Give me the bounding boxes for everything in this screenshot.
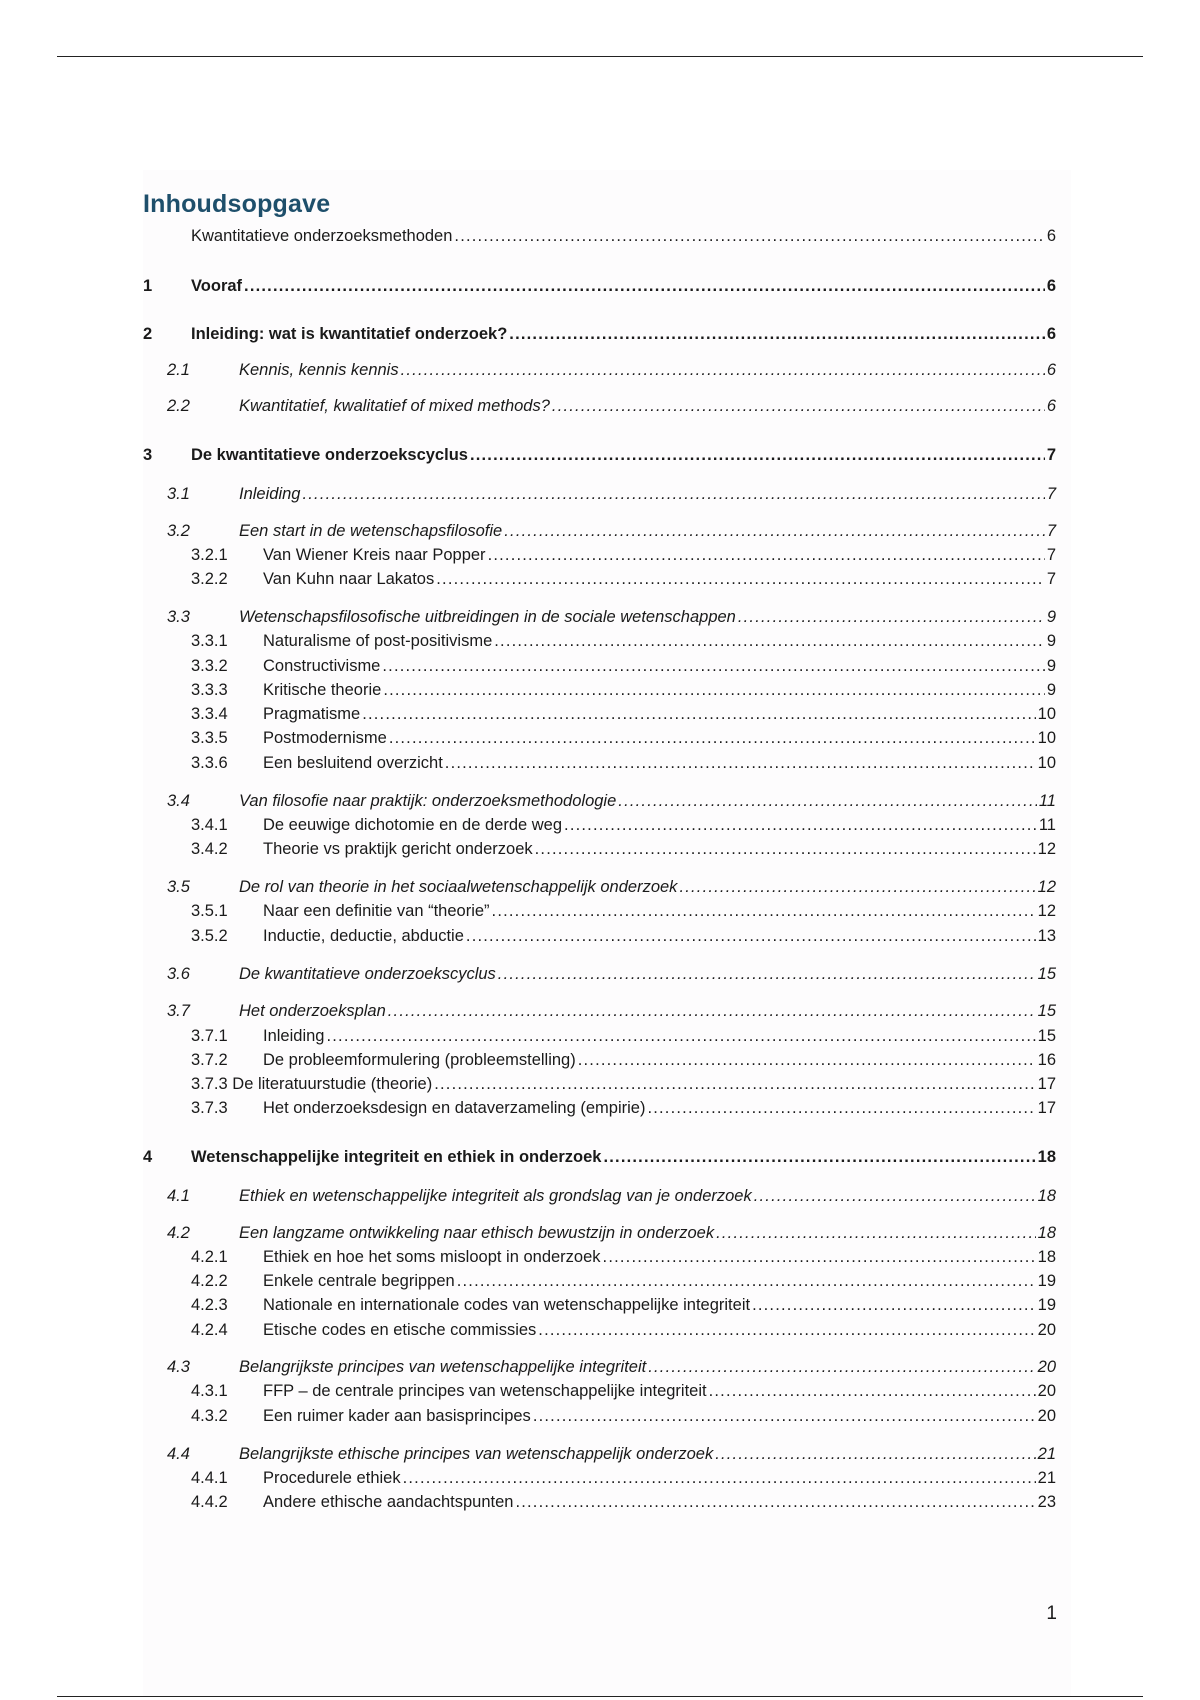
toc-entry-title: Van Kuhn naar Lakatos bbox=[263, 570, 435, 588]
toc-entry[interactable] bbox=[191, 1245, 1056, 1269]
toc-entry-title: Belangrijkste ethische principes van wetenschappelijk onderzoek bbox=[239, 1445, 714, 1463]
toc-entry-page: 13 bbox=[1037, 927, 1056, 945]
toc-entry-page: 9 bbox=[1046, 608, 1056, 626]
toc-entry-page: 15 bbox=[1037, 1002, 1056, 1020]
toc-entry-number: 4.1 bbox=[167, 1187, 190, 1205]
toc-entry[interactable] bbox=[167, 789, 1056, 813]
toc-entry[interactable] bbox=[191, 1379, 1056, 1403]
toc-entry-page: 20 bbox=[1037, 1358, 1056, 1376]
toc-entry-page: 21 bbox=[1037, 1445, 1056, 1463]
toc-entry-title: Van Wiener Kreis naar Popper bbox=[263, 546, 486, 564]
toc-entry-title: Van filosofie naar praktijk: onderzoeksmethodologie bbox=[239, 792, 617, 810]
toc-entry-title: Procedurele ethiek bbox=[263, 1469, 401, 1487]
toc-entry-number: 3.3.4 bbox=[191, 705, 228, 723]
toc-entry[interactable] bbox=[191, 1072, 1056, 1096]
dot-leader bbox=[470, 443, 1045, 467]
toc-entry-number: 2.2 bbox=[167, 397, 190, 415]
toc-entry-title: Inleiding: wat is kwantitatief onderzoek? bbox=[191, 325, 508, 343]
dot-leader bbox=[388, 999, 1036, 1023]
dot-leader bbox=[362, 702, 1035, 726]
toc-entry-title: Ethiek en hoe het soms misloopt in onderzoek bbox=[263, 1248, 601, 1266]
toc-entry[interactable] bbox=[167, 1184, 1056, 1208]
toc-entry[interactable] bbox=[167, 999, 1056, 1023]
toc-entry-title: Andere ethische aandachtspunten bbox=[263, 1493, 514, 1511]
toc-entry-title: FFP – de centrale principes van wetenschappelijke integriteit bbox=[263, 1382, 707, 1400]
toc-entry-number: 3.3.3 bbox=[191, 681, 228, 699]
toc-entry[interactable] bbox=[167, 394, 1056, 418]
toc-entry-number: 4.4 bbox=[167, 1445, 190, 1463]
toc-entry[interactable] bbox=[191, 1490, 1056, 1514]
toc-entry[interactable] bbox=[191, 1269, 1056, 1293]
toc-entry-number: 4.4.1 bbox=[191, 1469, 228, 1487]
dot-leader bbox=[403, 1466, 1036, 1490]
dot-leader bbox=[618, 789, 1037, 813]
dot-leader bbox=[679, 875, 1035, 899]
toc-entry-number: 3.7.3 bbox=[191, 1099, 228, 1117]
toc-entry-page: 20 bbox=[1037, 1407, 1056, 1425]
toc-entry-page: 19 bbox=[1037, 1296, 1056, 1314]
toc-entry[interactable] bbox=[167, 962, 1056, 986]
toc-entry-title: De kwantitatieve onderzoekscyclus bbox=[239, 965, 496, 983]
dot-leader bbox=[492, 899, 1036, 923]
toc-entry-number: 3.3.5 bbox=[191, 729, 228, 747]
toc-entry-title: De probleemformulering (probleemstelling) bbox=[263, 1051, 576, 1069]
dot-leader bbox=[436, 567, 1045, 591]
toc-entry-title: Inductie, deductie, abductie bbox=[263, 927, 464, 945]
toc-entry[interactable] bbox=[167, 1221, 1056, 1245]
toc-entry-title: Een besluitend overzicht bbox=[263, 754, 443, 772]
dot-leader bbox=[515, 1490, 1035, 1514]
toc-entry-number: 3 bbox=[143, 446, 153, 464]
toc-entry-page: 20 bbox=[1037, 1382, 1056, 1400]
toc-entry-title: Etische codes en etische commissies bbox=[263, 1321, 537, 1339]
dot-leader bbox=[302, 482, 1044, 506]
toc-entry-page: 12 bbox=[1037, 840, 1056, 858]
toc-entry-page: 15 bbox=[1037, 965, 1056, 983]
toc-entry-page: 10 bbox=[1037, 729, 1056, 747]
toc-entry[interactable] bbox=[191, 837, 1056, 861]
toc-entry-page: 10 bbox=[1037, 754, 1056, 772]
toc-entry[interactable] bbox=[191, 702, 1056, 726]
toc-entry-number: 1 bbox=[143, 277, 153, 295]
toc-entry-number: 4.2.4 bbox=[191, 1321, 228, 1339]
toc-entry[interactable] bbox=[191, 1318, 1056, 1342]
toc-entry-page: 23 bbox=[1037, 1493, 1056, 1511]
toc-entry-number: 3.4.2 bbox=[191, 840, 228, 858]
dot-leader bbox=[383, 678, 1045, 702]
toc-entry-title: De rol van theorie in het sociaalwetenschappelijk onderzoek bbox=[239, 878, 678, 896]
dot-leader bbox=[498, 962, 1036, 986]
dot-leader bbox=[603, 1145, 1035, 1169]
dot-leader bbox=[535, 837, 1036, 861]
toc-entry-title: Ethiek en wetenschappelijke integriteit als grondslag van je onderzoek bbox=[239, 1187, 752, 1205]
dot-leader bbox=[715, 1442, 1035, 1466]
toc-entry-title: Naar een definitie van “theorie” bbox=[263, 902, 490, 920]
toc-entry-title: Een ruimer kader aan basisprincipes bbox=[263, 1407, 531, 1425]
dot-leader bbox=[445, 751, 1036, 775]
toc-entry-page: 15 bbox=[1037, 1027, 1056, 1045]
dot-leader bbox=[509, 322, 1045, 346]
toc-entry-page: 18 bbox=[1037, 1187, 1056, 1205]
dot-leader bbox=[752, 1293, 1036, 1317]
toc-entry-page: 7 bbox=[1046, 522, 1056, 540]
dot-leader bbox=[533, 1404, 1036, 1428]
toc-entry-number: 3.7.2 bbox=[191, 1051, 228, 1069]
dot-leader bbox=[738, 605, 1045, 629]
toc-entry-page: 7 bbox=[1046, 546, 1056, 564]
dot-leader bbox=[382, 654, 1044, 678]
toc-entry-number: 4.2.3 bbox=[191, 1296, 228, 1314]
toc-entry-page: 9 bbox=[1046, 632, 1056, 650]
toc-entry-title: Kwantitatief, kwalitatief of mixed methods? bbox=[239, 397, 550, 415]
toc-entry-title: Nationale en internationale codes van wetenschappelijke integriteit bbox=[263, 1296, 751, 1314]
toc-entry-number: 3.2.1 bbox=[191, 546, 228, 564]
toc-entry-number: 3.7 bbox=[167, 1002, 190, 1020]
toc-entry-number: 4.2 bbox=[167, 1224, 190, 1242]
dot-leader bbox=[401, 358, 1045, 382]
dot-leader bbox=[648, 1355, 1035, 1379]
toc-entry-title: Inleiding bbox=[263, 1027, 325, 1045]
dot-leader bbox=[578, 1048, 1036, 1072]
dot-leader bbox=[494, 629, 1045, 653]
dot-leader bbox=[709, 1379, 1036, 1403]
toc-entry-page: 16 bbox=[1037, 1051, 1056, 1069]
toc-entry[interactable] bbox=[191, 1466, 1056, 1490]
dot-leader bbox=[488, 543, 1045, 567]
toc-entry[interactable] bbox=[191, 1096, 1056, 1120]
toc-entry[interactable] bbox=[191, 654, 1056, 678]
toc-entry-number: 3.7.1 bbox=[191, 1027, 228, 1045]
toc-entry-title: Kwantitatieve onderzoeksmethoden bbox=[191, 227, 453, 245]
toc-entry-page: 6 bbox=[1046, 277, 1056, 295]
toc-entry-page: 19 bbox=[1037, 1272, 1056, 1290]
toc-entry[interactable] bbox=[191, 1048, 1056, 1072]
toc-entry-page: 7 bbox=[1046, 570, 1056, 588]
toc-entry-number: 4 bbox=[143, 1148, 153, 1166]
toc-entry-title: 3.7.3 De literatuurstudie (theorie) bbox=[191, 1075, 433, 1093]
toc-entry-number: 3.3.2 bbox=[191, 657, 228, 675]
toc-entry[interactable] bbox=[167, 482, 1056, 506]
toc-entry-title: Naturalisme of post-positivisme bbox=[263, 632, 493, 650]
toc-entry-page: 17 bbox=[1037, 1075, 1056, 1093]
toc-entry[interactable] bbox=[143, 1145, 1056, 1169]
dot-leader bbox=[647, 1096, 1035, 1120]
toc-entry-page: 6 bbox=[1046, 325, 1056, 343]
toc-entry-number: 4.2.2 bbox=[191, 1272, 228, 1290]
toc-entry-number: 3.3 bbox=[167, 608, 190, 626]
toc-entry-page: 11 bbox=[1038, 792, 1056, 810]
toc-entry-page: 18 bbox=[1037, 1148, 1056, 1166]
toc-entry-number: 3.3.6 bbox=[191, 754, 228, 772]
dot-leader bbox=[466, 924, 1036, 948]
toc-entry-page: 12 bbox=[1037, 902, 1056, 920]
toc-entry[interactable] bbox=[167, 519, 1056, 543]
toc-entry-title: Theorie vs praktijk gericht onderzoek bbox=[263, 840, 533, 858]
toc-entry-page: 6 bbox=[1046, 397, 1056, 415]
toc-entry-title: Een langzame ontwikkeling naar ethisch bewustzijn in onderzoek bbox=[239, 1224, 715, 1242]
toc-entry[interactable] bbox=[191, 726, 1056, 750]
dot-leader bbox=[389, 726, 1036, 750]
toc-entry-page: 6 bbox=[1046, 361, 1056, 379]
toc-entry-number: 2.1 bbox=[167, 361, 190, 379]
toc-entry-title: Inleiding bbox=[239, 485, 301, 503]
dot-leader bbox=[552, 394, 1045, 418]
dot-leader bbox=[326, 1024, 1035, 1048]
toc-entry[interactable] bbox=[143, 274, 1056, 298]
toc-entry-title: Wetenschappelijke integriteit en ethiek in onderzoek bbox=[191, 1148, 602, 1166]
toc-entry-title: Enkele centrale begrippen bbox=[263, 1272, 455, 1290]
dot-leader bbox=[538, 1318, 1035, 1342]
dot-leader bbox=[244, 274, 1045, 298]
toc-entry-number: 4.3 bbox=[167, 1358, 190, 1376]
toc-entry[interactable] bbox=[191, 567, 1056, 591]
toc-entry-number: 3.4.1 bbox=[191, 816, 228, 834]
dot-leader bbox=[504, 519, 1045, 543]
toc-entry[interactable] bbox=[191, 543, 1056, 567]
toc-entry[interactable] bbox=[143, 322, 1056, 346]
toc-entry-title: Wetenschapsfilosofische uitbreidingen in de sociale wetenschappen bbox=[239, 608, 736, 626]
page-bottom-rule bbox=[57, 1696, 1143, 1697]
toc-entry[interactable] bbox=[167, 605, 1056, 629]
toc-entry[interactable] bbox=[191, 678, 1056, 702]
toc-entry[interactable] bbox=[191, 924, 1056, 948]
toc-entry-number: 4.4.2 bbox=[191, 1493, 228, 1511]
toc-entry-title: De kwantitatieve onderzoekscyclus bbox=[191, 446, 468, 464]
toc-entry-title: Kennis, kennis kennis bbox=[239, 361, 399, 379]
toc-entry-title: Constructivisme bbox=[263, 657, 381, 675]
toc-entry[interactable] bbox=[167, 1442, 1056, 1466]
toc-entry-page: 21 bbox=[1037, 1469, 1056, 1487]
toc-entry[interactable] bbox=[191, 1024, 1056, 1048]
toc-entry[interactable] bbox=[143, 443, 1056, 467]
toc-entry-page: 11 bbox=[1038, 816, 1056, 834]
toc-entry-page: 10 bbox=[1037, 705, 1056, 723]
toc-entry-page: 6 bbox=[1046, 227, 1056, 245]
dot-leader bbox=[457, 1269, 1036, 1293]
toc-entry-number: 3.6 bbox=[167, 965, 190, 983]
toc-entry-title: Vooraf bbox=[191, 277, 243, 295]
toc-entry[interactable] bbox=[167, 358, 1056, 382]
toc-entry-number: 4.3.1 bbox=[191, 1382, 228, 1400]
toc-entry-page: 9 bbox=[1046, 681, 1056, 699]
toc-entry[interactable] bbox=[167, 1355, 1056, 1379]
toc-entry-number: 3.5.1 bbox=[191, 902, 228, 920]
dot-leader bbox=[564, 813, 1037, 837]
toc-entry-page: 17 bbox=[1037, 1099, 1056, 1117]
dot-leader bbox=[754, 1184, 1036, 1208]
dot-leader bbox=[603, 1245, 1036, 1269]
toc-entry-title: Het onderzoeksplan bbox=[239, 1002, 386, 1020]
toc-entry-number: 3.5 bbox=[167, 878, 190, 896]
toc-entry-title: Een start in de wetenschapsfilosofie bbox=[239, 522, 503, 540]
toc-entry-page: 18 bbox=[1037, 1224, 1056, 1242]
toc-entry[interactable] bbox=[191, 1404, 1056, 1428]
toc-entry-page: 7 bbox=[1046, 446, 1056, 464]
toc-entry-number: 2 bbox=[143, 325, 153, 343]
toc-entry[interactable] bbox=[191, 899, 1056, 923]
toc-entry-title: Postmodernisme bbox=[263, 729, 387, 747]
toc-entry-number: 3.3.1 bbox=[191, 632, 228, 650]
toc-entry-title: Kritische theorie bbox=[263, 681, 382, 699]
toc-entry-title: Het onderzoeksdesign en dataverzameling (empirie) bbox=[263, 1099, 646, 1117]
toc-entry-page: 12 bbox=[1037, 878, 1056, 896]
toc-entry-number: 3.2.2 bbox=[191, 570, 228, 588]
toc-entry-number: 3.4 bbox=[167, 792, 190, 810]
toc-title: Inhoudsopgave bbox=[143, 190, 331, 218]
dot-leader bbox=[434, 1072, 1035, 1096]
toc-entry[interactable] bbox=[191, 751, 1056, 775]
dot-leader bbox=[454, 224, 1044, 248]
toc-entry-number: 4.3.2 bbox=[191, 1407, 228, 1425]
toc-entry[interactable] bbox=[143, 224, 1056, 248]
toc-entry-page: 18 bbox=[1037, 1248, 1056, 1266]
dot-leader bbox=[716, 1221, 1036, 1245]
toc-entry-title: Belangrijkste principes van wetenschappelijke integriteit bbox=[239, 1358, 647, 1376]
toc-entry[interactable] bbox=[167, 875, 1056, 899]
toc-entry[interactable] bbox=[191, 1293, 1056, 1317]
toc-entry-title: Pragmatisme bbox=[263, 705, 361, 723]
toc-entry-page: 9 bbox=[1046, 657, 1056, 675]
toc-entry-number: 3.1 bbox=[167, 485, 190, 503]
toc-entry-title: De eeuwige dichotomie en de derde weg bbox=[263, 816, 563, 834]
toc-entry[interactable] bbox=[191, 629, 1056, 653]
toc-entry[interactable] bbox=[191, 813, 1056, 837]
page-number: 1 bbox=[1046, 1603, 1057, 1624]
toc-entry-number: 3.2 bbox=[167, 522, 190, 540]
toc-entry-number: 3.5.2 bbox=[191, 927, 228, 945]
toc-entry-page: 20 bbox=[1037, 1321, 1056, 1339]
toc-entry-number: 4.2.1 bbox=[191, 1248, 228, 1266]
toc-entry-page: 7 bbox=[1046, 485, 1056, 503]
